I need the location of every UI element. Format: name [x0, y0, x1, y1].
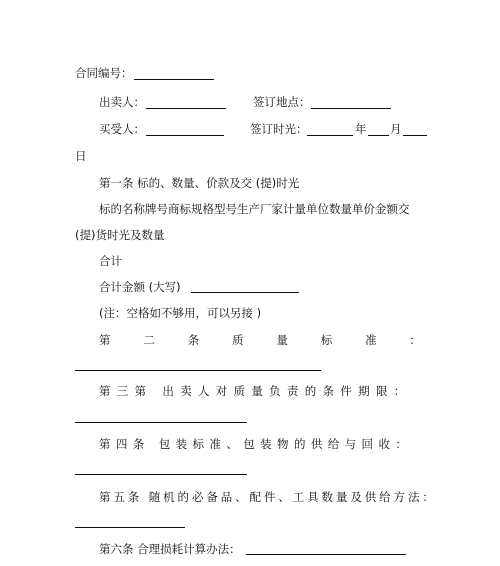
seller-blank[interactable]: [146, 108, 226, 109]
sign-time-label: 签订时光：: [250, 122, 308, 136]
total-amount-blank[interactable]: [191, 292, 299, 293]
seller-label: 出卖人：: [99, 95, 145, 109]
contract-number-blank[interactable]: [134, 79, 214, 80]
buyer-label: 买受人：: [99, 122, 145, 136]
note-text: (注：空格如不够用，可以另接 ): [99, 306, 262, 320]
article-5-blank[interactable]: [75, 527, 185, 528]
day-label: 日: [75, 149, 87, 163]
article-2-char: 准: [365, 333, 377, 347]
article-6-blank[interactable]: [246, 554, 406, 555]
sign-place-label: 签订地点：: [253, 95, 311, 109]
article-2-char: ：: [409, 333, 421, 347]
month-label: 月: [390, 122, 402, 136]
month-blank[interactable]: [368, 135, 389, 136]
day-blank[interactable]: [403, 135, 427, 136]
article-1-title: 第一条 标的、数量、价款及交 (提)时光: [99, 176, 300, 190]
article-4-title: 第四条 包装标准、包装物的供给与回收：: [99, 437, 413, 451]
article-3-blank[interactable]: [75, 422, 247, 423]
article-2-char: 二: [143, 333, 155, 347]
year-blank[interactable]: [307, 135, 353, 136]
article-2-char: 第: [99, 333, 111, 347]
article-1-columns: 标的名称牌号商标规格型号生产厂家计量单位数量单价金额交: [99, 202, 410, 216]
article-4-blank[interactable]: [75, 474, 247, 475]
article-5-title: 第五条 随机的必备品、配件、工具数量及供给方法：: [99, 490, 437, 504]
article-2-char: 标: [320, 333, 333, 347]
article-6-title: 第六条 合理损耗计算办法：: [99, 542, 241, 556]
article-2-blank[interactable]: [75, 370, 321, 371]
article-2-char: 条: [187, 333, 200, 347]
total-amount-label: 合计金额 (大写): [99, 280, 181, 294]
buyer-blank[interactable]: [146, 135, 224, 136]
article-2-title: [99, 333, 421, 347]
article-1-columns-cont: (提)货时光及数量: [75, 228, 165, 242]
sign-place-blank[interactable]: [311, 108, 391, 109]
article-3-title: 第三第 出卖人对质量负责的条件期限：: [99, 384, 412, 398]
contract-number-label: 合同编号：: [75, 66, 133, 80]
year-label: 年: [355, 122, 367, 136]
article-2-char: 量: [276, 333, 288, 347]
total-label: 合计: [99, 254, 122, 268]
article-2-char: 质: [232, 333, 244, 347]
